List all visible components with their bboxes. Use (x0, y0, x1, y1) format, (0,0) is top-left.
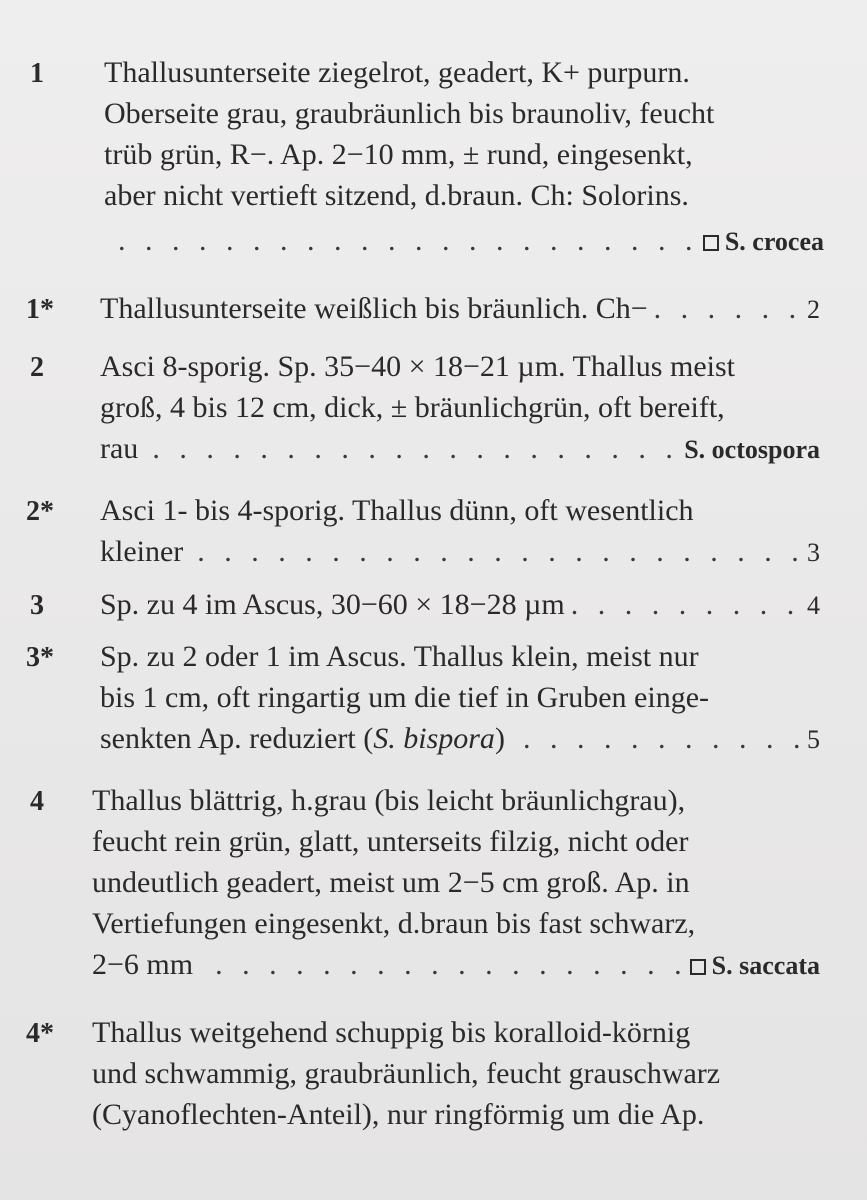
couplet-number: 3 (30, 590, 44, 621)
text-line: rau (100, 432, 139, 465)
text-line: undeutlich geadert, meist um 2−5 cm groß. Ap. in (92, 866, 690, 899)
couplet-text (100, 346, 820, 470)
couplet-text (100, 584, 820, 626)
text-line: ) (494, 722, 505, 755)
couplet-number: 1* (26, 294, 54, 325)
text-line: Asci 1- bis 4-sporig. Thallus dünn, oft wesentlich (100, 494, 694, 527)
lead-number: 2 (807, 295, 820, 324)
text-line: aber nicht vertieft sitzend, d.braun. Ch: Solorins. (104, 179, 689, 212)
lead-number: 5 (807, 725, 820, 754)
text-line: (Cyanoflechten-Anteil), nur ringförmig um die Ap. (92, 1098, 705, 1131)
text-line: und schwammig, graubräunlich, feucht grauschwarz (92, 1057, 721, 1090)
leader-dots (571, 584, 801, 625)
species-name: S. bispora (373, 722, 495, 755)
checkbox-icon (690, 959, 706, 975)
text-line: Thallus blättrig, h.grau (bis leicht bräunlichgrau), (92, 784, 686, 817)
text-line: Asci 8-sporig. Sp. 35−40 × 18−21 µm. Thallus meist (100, 350, 735, 383)
lead-number: 3 (807, 538, 820, 567)
leader-dots (654, 288, 801, 329)
leader-dots (215, 944, 684, 985)
text-line: Sp. zu 4 im Ascus, 30−60 × 18−28 µm (100, 588, 565, 621)
species-result: S. saccata (711, 951, 820, 980)
leader-dots (152, 428, 678, 469)
couplet-number: 2* (26, 496, 54, 527)
couplet-text (92, 1012, 820, 1135)
couplet-number: 1 (30, 58, 44, 89)
text-line: Sp. zu 2 oder 1 im Ascus. Thallus klein, meist nur (100, 640, 699, 673)
text-line: Thallusunterseite weißlich bis bräunlich. Ch− (100, 292, 648, 325)
text-line: 2−6 mm (92, 948, 194, 981)
text-line: feucht rein grün, glatt, unterseits filzig, nicht oder (92, 825, 689, 858)
text-line: Oberseite grau, graubräunlich bis braunoliv, feucht (104, 97, 715, 130)
text-line: Vertiefungen eingesenkt, d.braun bis fast schwarz, (92, 907, 696, 940)
species-result: S. crocea (724, 227, 824, 256)
species-result: S. octospora (684, 435, 820, 464)
text-line: Thallus weitgehend schuppig bis koralloid-körnig (92, 1016, 691, 1049)
couplet-text (104, 52, 824, 262)
text-line: groß, 4 bis 12 cm, dick, ± bräunlichgrün, oft bereift, (100, 391, 725, 424)
text-line: kleiner (100, 535, 184, 568)
checkbox-icon (703, 235, 719, 251)
text-line: bis 1 cm, oft ringartig um die tief in Gruben einge- (100, 681, 710, 714)
lead-number: 4 (807, 591, 820, 620)
couplet-text (92, 780, 820, 986)
leader-dots (118, 220, 697, 261)
leader-dots (523, 718, 801, 759)
couplet-text (100, 288, 820, 330)
couplet-number: 4* (26, 1018, 54, 1049)
text-line: trüb grün, R−. Ap. 2−10 mm, ± rund, eingesenkt, (104, 138, 693, 171)
couplet-text (100, 490, 820, 573)
text-line: senkten Ap. reduziert ( (100, 722, 374, 755)
couplet-number: 2 (30, 352, 44, 383)
leader-dots (197, 531, 801, 572)
couplet-text (100, 636, 820, 760)
couplet-number: 3* (26, 642, 54, 673)
text-line: Thallusunterseite ziegelrot, geadert, K+ purpurn. (104, 56, 690, 89)
couplet-number: 4 (30, 786, 44, 817)
